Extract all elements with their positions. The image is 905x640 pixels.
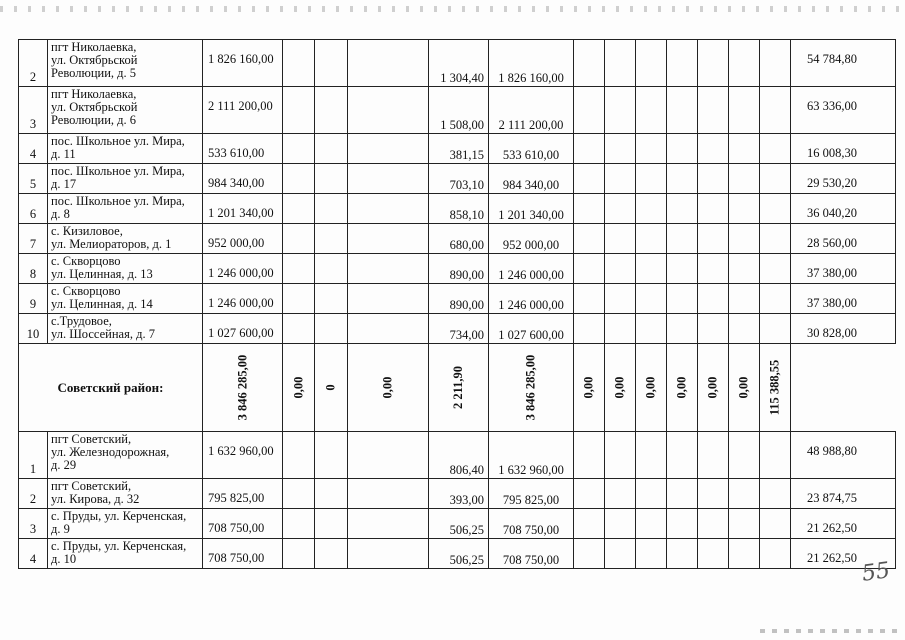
address-cell: с. Пруды, ул. Керченская, д. 10 — [48, 539, 203, 569]
empty-cell — [574, 194, 605, 224]
last-value-cell: 30 828,00 — [791, 314, 896, 344]
empty-cell — [605, 479, 636, 509]
cost-cell: 984 340,00 — [489, 164, 574, 194]
empty-cell — [760, 164, 791, 194]
empty-cell — [760, 194, 791, 224]
district-value-cell — [729, 344, 760, 432]
empty-cell — [605, 224, 636, 254]
row-number: 2 — [19, 479, 48, 509]
vertical-wrap — [700, 345, 726, 431]
empty-cell — [729, 432, 760, 479]
table-row — [19, 87, 896, 134]
empty-cell — [348, 164, 429, 194]
empty-cell — [283, 40, 315, 87]
empty-cell — [760, 40, 791, 87]
cost-cell: 1 246 000,00 — [489, 254, 574, 284]
area-cell: 381,15 — [429, 134, 489, 164]
district-value: 115 388,55 — [767, 359, 782, 416]
last-value-cell: 21 262,50 — [791, 509, 896, 539]
empty-cell — [636, 164, 667, 194]
empty-cell — [729, 40, 760, 87]
address-cell: пгт Советский, ул. Железнодорожная, д. 29 — [48, 432, 203, 479]
district-value-cell — [348, 344, 429, 432]
district-value-cell — [315, 344, 348, 432]
empty-cell — [667, 40, 698, 87]
empty-cell — [574, 224, 605, 254]
empty-cell — [667, 284, 698, 314]
row-number: 4 — [19, 134, 48, 164]
total-cost-cell: 952 000,00 — [203, 224, 283, 254]
total-cost-cell: 984 340,00 — [203, 164, 283, 194]
total-cost-cell: 795 825,00 — [203, 479, 283, 509]
vertical-wrap — [317, 345, 345, 431]
empty-cell — [283, 87, 315, 134]
empty-cell — [348, 539, 429, 569]
empty-cell — [760, 254, 791, 284]
scan-artifact-bottom — [760, 629, 900, 633]
empty-cell — [636, 40, 667, 87]
empty-cell — [315, 224, 348, 254]
empty-cell — [698, 479, 729, 509]
address-cell: с.Трудовое, ул. Шоссейная, д. 7 — [48, 314, 203, 344]
address-cell: пос. Школьное ул. Мира, д. 8 — [48, 194, 203, 224]
empty-cell — [283, 224, 315, 254]
scan-artifact-top — [0, 6, 905, 12]
address-cell: с. Скворцово ул. Целинная, д. 13 — [48, 254, 203, 284]
empty-cell — [605, 432, 636, 479]
empty-cell — [605, 87, 636, 134]
empty-cell — [698, 164, 729, 194]
cost-cell: 1 027 600,00 — [489, 314, 574, 344]
empty-cell — [636, 284, 667, 314]
district-name: Советский район: — [19, 344, 203, 432]
row-number: 10 — [19, 314, 48, 344]
empty-cell — [667, 254, 698, 284]
empty-cell — [667, 134, 698, 164]
vertical-wrap — [638, 345, 664, 431]
empty-cell — [667, 539, 698, 569]
area-cell: 393,00 — [429, 479, 489, 509]
empty-cell — [636, 539, 667, 569]
last-value-cell: 28 560,00 — [791, 224, 896, 254]
vertical-wrap — [431, 345, 486, 431]
district-value: 0,00 — [705, 376, 720, 399]
area-cell: 506,25 — [429, 509, 489, 539]
empty-cell — [283, 134, 315, 164]
empty-cell — [315, 87, 348, 134]
address-cell: с. Кизиловое, ул. Мелиораторов, д. 1 — [48, 224, 203, 254]
vertical-wrap — [491, 345, 571, 431]
empty-cell — [283, 254, 315, 284]
total-cost-cell: 1 201 340,00 — [203, 194, 283, 224]
row-number: 5 — [19, 164, 48, 194]
empty-cell — [315, 432, 348, 479]
empty-cell — [667, 509, 698, 539]
district-value: 0,00 — [612, 376, 627, 399]
total-cost-cell: 1 246 000,00 — [203, 254, 283, 284]
empty-cell — [315, 40, 348, 87]
cost-cell: 2 111 200,00 — [489, 87, 574, 134]
empty-cell — [574, 40, 605, 87]
district-value: 0,00 — [643, 376, 658, 399]
table-row — [19, 254, 896, 284]
empty-cell — [636, 87, 667, 134]
empty-cell — [729, 254, 760, 284]
empty-cell — [283, 284, 315, 314]
cost-cell: 708 750,00 — [489, 539, 574, 569]
table-row — [19, 284, 896, 314]
last-value-cell: 37 380,00 — [791, 284, 896, 314]
district-value-cell — [489, 344, 574, 432]
empty-cell — [729, 284, 760, 314]
empty-cell — [667, 314, 698, 344]
last-value-cell: 37 380,00 — [791, 254, 896, 284]
empty-cell — [636, 479, 667, 509]
row-number: 4 — [19, 539, 48, 569]
row-number: 1 — [19, 432, 48, 479]
table-row — [19, 314, 896, 344]
empty-cell — [574, 509, 605, 539]
row-number: 8 — [19, 254, 48, 284]
empty-cell — [636, 194, 667, 224]
address-cell: пгт Николаевка, ул. Октябрьской Революции, д. 5 — [48, 40, 203, 87]
empty-cell — [636, 314, 667, 344]
empty-cell — [698, 134, 729, 164]
empty-cell — [574, 134, 605, 164]
district-value-cell — [574, 344, 605, 432]
empty-cell — [348, 432, 429, 479]
empty-cell — [574, 539, 605, 569]
empty-cell — [636, 224, 667, 254]
vertical-wrap — [607, 345, 633, 431]
empty-cell — [605, 284, 636, 314]
total-cost-cell: 1 632 960,00 — [203, 432, 283, 479]
table-row — [19, 509, 896, 539]
empty-cell — [348, 284, 429, 314]
total-cost-cell: 533 610,00 — [203, 134, 283, 164]
total-cost-cell: 2 111 200,00 — [203, 87, 283, 134]
cost-cell: 795 825,00 — [489, 479, 574, 509]
empty-cell — [760, 224, 791, 254]
vertical-wrap — [762, 345, 788, 431]
table-row — [19, 134, 896, 164]
last-value-cell: 29 530,20 — [791, 164, 896, 194]
empty-cell — [729, 194, 760, 224]
address-cell: пгт Советский, ул. Кирова, д. 32 — [48, 479, 203, 509]
empty-cell — [760, 509, 791, 539]
empty-cell — [698, 284, 729, 314]
empty-cell — [315, 134, 348, 164]
empty-cell — [348, 314, 429, 344]
table-row — [19, 194, 896, 224]
empty-cell — [315, 254, 348, 284]
empty-cell — [729, 479, 760, 509]
district-total-row — [19, 344, 896, 432]
empty-cell — [348, 40, 429, 87]
empty-cell — [698, 432, 729, 479]
empty-cell — [348, 194, 429, 224]
housing-repair-table — [18, 39, 896, 569]
empty-cell — [729, 314, 760, 344]
empty-cell — [698, 314, 729, 344]
empty-cell — [315, 164, 348, 194]
empty-cell — [315, 314, 348, 344]
empty-cell — [760, 432, 791, 479]
empty-cell — [348, 254, 429, 284]
empty-cell — [283, 164, 315, 194]
table-row — [19, 224, 896, 254]
empty-cell — [667, 194, 698, 224]
district-value-cell — [605, 344, 636, 432]
cost-cell: 952 000,00 — [489, 224, 574, 254]
area-cell: 506,25 — [429, 539, 489, 569]
empty-cell — [283, 539, 315, 569]
empty-cell — [667, 479, 698, 509]
empty-cell — [315, 479, 348, 509]
empty-cell — [348, 509, 429, 539]
area-cell: 806,40 — [429, 432, 489, 479]
empty-cell — [698, 539, 729, 569]
empty-cell — [315, 194, 348, 224]
empty-cell — [348, 87, 429, 134]
empty-cell — [698, 254, 729, 284]
vertical-wrap — [350, 345, 426, 431]
district-value: 3 846 285,00 — [523, 354, 538, 421]
district-value-cell — [283, 344, 315, 432]
row-number: 9 — [19, 284, 48, 314]
empty-cell — [283, 432, 315, 479]
table-row — [19, 539, 896, 569]
area-cell: 890,00 — [429, 284, 489, 314]
vertical-wrap — [669, 345, 695, 431]
empty-cell — [605, 314, 636, 344]
row-number: 3 — [19, 509, 48, 539]
row-number: 6 — [19, 194, 48, 224]
empty-cell — [760, 284, 791, 314]
empty-cell — [315, 509, 348, 539]
total-cost-cell: 1 027 600,00 — [203, 314, 283, 344]
empty-cell — [729, 164, 760, 194]
area-cell: 1 304,40 — [429, 40, 489, 87]
district-value: 2 211,90 — [451, 365, 465, 410]
empty-cell — [348, 224, 429, 254]
district-value-cell — [636, 344, 667, 432]
table-row — [19, 479, 896, 509]
empty-cell — [574, 164, 605, 194]
empty-cell — [667, 87, 698, 134]
empty-cell — [605, 254, 636, 284]
total-cost-cell: 1 826 160,00 — [203, 40, 283, 87]
address-cell: пос. Школьное ул. Мира, д. 17 — [48, 164, 203, 194]
empty-cell — [574, 314, 605, 344]
area-cell: 734,00 — [429, 314, 489, 344]
cost-cell: 1 246 000,00 — [489, 284, 574, 314]
empty-cell — [574, 87, 605, 134]
address-cell: с. Скворцово ул. Целинная, д. 14 — [48, 284, 203, 314]
page-number: 55 — [860, 558, 892, 587]
empty-cell — [729, 509, 760, 539]
total-cost-cell: 708 750,00 — [203, 509, 283, 539]
empty-cell — [605, 539, 636, 569]
row-number: 7 — [19, 224, 48, 254]
district-value: 0,00 — [380, 376, 395, 399]
area-cell: 858,10 — [429, 194, 489, 224]
empty-cell — [574, 432, 605, 479]
vertical-wrap — [205, 345, 280, 431]
last-value-cell: 48 988,80 — [791, 432, 896, 479]
cost-cell: 533 610,00 — [489, 134, 574, 164]
district-value-cell — [667, 344, 698, 432]
last-value-cell: 23 874,75 — [791, 479, 896, 509]
empty-cell — [283, 509, 315, 539]
district-value: 0 — [323, 384, 338, 391]
district-value: 0,00 — [674, 376, 689, 399]
empty-cell — [760, 539, 791, 569]
table-row — [19, 164, 896, 194]
total-cost-cell: 708 750,00 — [203, 539, 283, 569]
area-cell: 703,10 — [429, 164, 489, 194]
empty-cell — [729, 134, 760, 164]
empty-cell — [760, 479, 791, 509]
last-value-cell: 54 784,80 — [791, 40, 896, 87]
empty-cell — [315, 284, 348, 314]
empty-cell — [283, 314, 315, 344]
empty-cell — [636, 509, 667, 539]
district-value-cell — [760, 344, 791, 432]
empty-cell — [667, 432, 698, 479]
vertical-wrap — [731, 345, 757, 431]
empty-cell — [729, 87, 760, 134]
district-value: 0,00 — [581, 376, 596, 399]
empty-cell — [729, 539, 760, 569]
empty-cell — [698, 224, 729, 254]
empty-cell — [760, 87, 791, 134]
empty-cell — [283, 479, 315, 509]
table-body — [19, 40, 896, 569]
empty-cell — [605, 40, 636, 87]
cost-cell: 1 632 960,00 — [489, 432, 574, 479]
area-cell: 890,00 — [429, 254, 489, 284]
address-cell: с. Пруды, ул. Керченская, д. 9 — [48, 509, 203, 539]
empty-cell — [636, 134, 667, 164]
empty-cell — [605, 194, 636, 224]
empty-cell — [574, 254, 605, 284]
district-value-cell — [698, 344, 729, 432]
empty-cell — [698, 40, 729, 87]
empty-cell — [315, 539, 348, 569]
cost-cell: 708 750,00 — [489, 509, 574, 539]
area-cell: 680,00 — [429, 224, 489, 254]
row-number: 2 — [19, 40, 48, 87]
cost-cell: 1 201 340,00 — [489, 194, 574, 224]
district-value: 0,00 — [291, 376, 305, 399]
empty-cell — [348, 134, 429, 164]
empty-cell — [667, 224, 698, 254]
empty-cell — [605, 134, 636, 164]
address-cell: пос. Школьное ул. Мира, д. 11 — [48, 134, 203, 164]
last-value-cell: 16 008,30 — [791, 134, 896, 164]
total-cost-cell: 1 246 000,00 — [203, 284, 283, 314]
empty-cell — [698, 509, 729, 539]
empty-cell — [729, 224, 760, 254]
address-cell: пгт Николаевка, ул. Октябрьской Революции, д. 6 — [48, 87, 203, 134]
district-value: 3 846 285,00 — [235, 354, 249, 421]
last-value-cell: 63 336,00 — [791, 87, 896, 134]
district-value-cell — [429, 344, 489, 432]
last-value-cell: 36 040,20 — [791, 194, 896, 224]
empty-cell — [605, 509, 636, 539]
cost-cell: 1 826 160,00 — [489, 40, 574, 87]
empty-cell — [283, 194, 315, 224]
empty-cell — [760, 314, 791, 344]
vertical-wrap — [285, 345, 312, 431]
vertical-wrap — [576, 345, 602, 431]
empty-cell — [760, 134, 791, 164]
empty-cell — [667, 164, 698, 194]
empty-cell — [698, 87, 729, 134]
last-value-cell: 21 262,50 — [791, 539, 896, 569]
empty-cell — [636, 254, 667, 284]
table-row — [19, 432, 896, 479]
empty-cell — [348, 479, 429, 509]
empty-cell — [574, 284, 605, 314]
district-value-cell — [203, 344, 283, 432]
empty-cell — [574, 479, 605, 509]
empty-cell — [698, 194, 729, 224]
area-cell: 1 508,00 — [429, 87, 489, 134]
table-row — [19, 40, 896, 87]
district-value: 0,00 — [736, 376, 751, 399]
row-number: 3 — [19, 87, 48, 134]
empty-cell — [605, 164, 636, 194]
empty-cell — [636, 432, 667, 479]
